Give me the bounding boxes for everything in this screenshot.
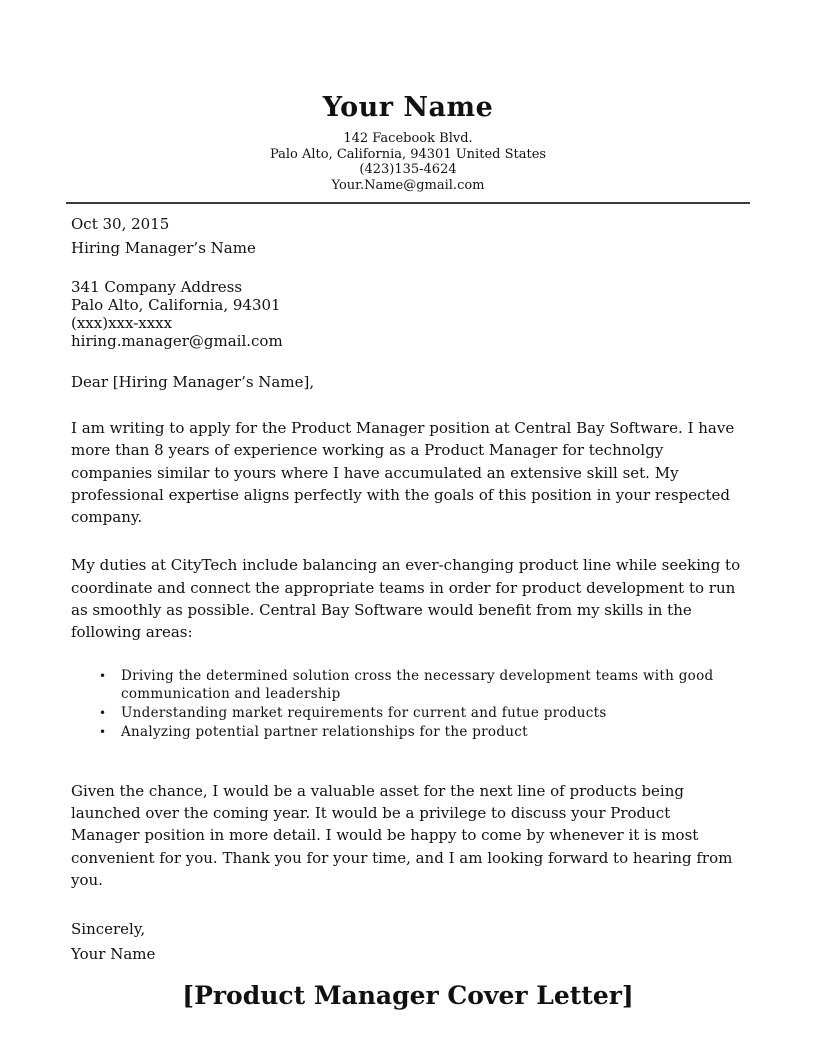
recipient-name: Hiring Manager’s Name [71, 239, 256, 257]
skill-item: • Analyzing potential partner relationships for the product [121, 723, 742, 742]
letterhead [0, 0, 816, 193]
company-email: hiring.manager@gmail.com [71, 332, 283, 350]
header-divider [66, 202, 750, 204]
paragraph-closing: Given the chance, I would be a valuable asset for the next line of products being launched over the coming year. It would be a privilege to discuss your Product Manager position in more detail. I would be happy to come by whenever it is most convenient for you. Thank you for your time, and I am looking forward to hearing from you. [71, 781, 733, 890]
paragraph-intro: I am writing to apply for the Product Manager position at Central Bay Software. I have more than 8 years of experience working as a Product Manager for technolgy companies similar to yours where I have accumulated an extensive skill set. My professional expertise aligns perfectly with the goals of this position in your respected company. [71, 419, 735, 527]
salutation: Dear [Hiring Manager’s Name], [71, 373, 315, 391]
closing-salutation: Sincerely, [71, 920, 146, 939]
letter-date: Oct 30, 2015 [71, 215, 170, 233]
letter-body [71, 213, 742, 965]
company-address-block [71, 278, 742, 350]
sender-name: Your Name [322, 92, 494, 123]
company-phone: (xxx)xxx-xxxx [71, 314, 173, 332]
signature-name: Your Name [71, 945, 156, 964]
document-title: [Product Manager Cover Letter] [182, 981, 634, 1011]
company-city-state: Palo Alto, California, 94301 [71, 296, 281, 314]
sender-street: 142 Facebook Blvd. [343, 131, 473, 146]
sender-city-state: Palo Alto, California, 94301 United States [269, 146, 547, 162]
sender-email: Your.Name@gmail.com [331, 177, 485, 193]
paragraph-duties: My duties at CityTech include balancing an ever-changing product line while seeking to coordinate and connect the appropriate teams in order for product development to run as smoothly as possible. Central Bay Software would benefit from my skills in the following areas: [71, 556, 741, 642]
skills-list [71, 667, 742, 742]
skill-item: • Understanding market requirements for current and futue products [121, 704, 742, 723]
skill-item: • Driving the determined solution cross the necessary development teams with good communication and leadership [121, 667, 742, 705]
company-street: 341 Company Address [71, 278, 243, 296]
sender-phone: (423)135-4624 [359, 162, 457, 177]
